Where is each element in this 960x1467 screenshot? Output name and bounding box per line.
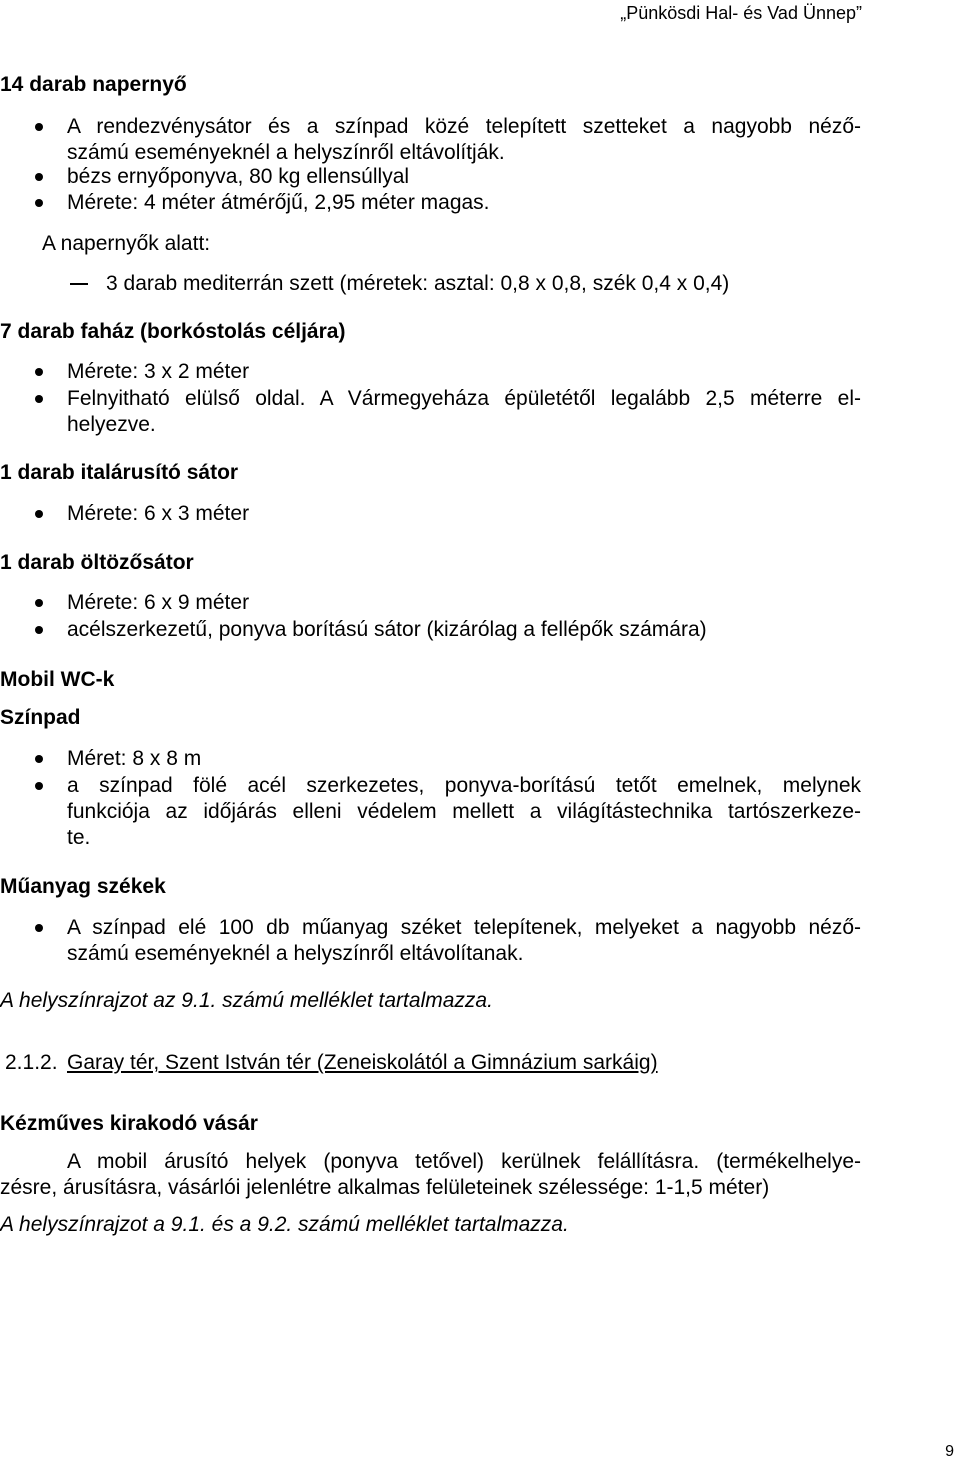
- attachment-note: A helyszínrajzot az 9.1. számú melléklet tartalmazza.: [0, 989, 493, 1012]
- bullet-dot: [35, 924, 43, 932]
- running-header: „Pünkösdi Hal- és Vad Ünnep”: [620, 3, 862, 23]
- bullet-text: számú eseményeknél a helyszínről eltávolítják.: [67, 141, 505, 164]
- paragraph-line: zésre, árusításra, vásárlói jelenlétre alkalmas felületeinek szélessége: 1-1,5 méter): [0, 1176, 770, 1199]
- page-number: 9: [945, 1443, 954, 1460]
- bullet-dot: [35, 123, 43, 131]
- section-heading-kezmuves: Kézműves kirakodó vásár: [0, 1112, 258, 1135]
- bullet-dot: [35, 755, 43, 763]
- bullet-dot: [35, 782, 43, 790]
- attachment-note: A helyszínrajzot a 9.1. és a 9.2. számú melléklet tartalmazza.: [0, 1213, 569, 1236]
- dash-marker: [70, 283, 88, 285]
- bullet-dot: [35, 173, 43, 181]
- bullet-text: Mérete: 6 x 9 méter: [67, 591, 250, 614]
- section-heading-muanyag: Műanyag székek: [0, 875, 166, 898]
- sub-item-text: 3 darab mediterrán szett (méretek: asztal: 0,8 x 0,8, szék 0,4 x 0,4): [106, 272, 730, 295]
- bullet-dot: [35, 626, 43, 634]
- bullet-dot: [35, 199, 43, 207]
- section-heading-szinpad: Színpad: [0, 706, 81, 729]
- bullet-text: funkciója az időjárás elleni védelem mellett a világítástechnika tartószerkeze-: [67, 800, 861, 823]
- sub-label: A napernyők alatt:: [42, 232, 211, 255]
- bullet-text: bézs ernyőponyva, 80 kg ellensúllyal: [67, 165, 410, 188]
- bullet-dot: [35, 395, 43, 403]
- bullet-dot: [35, 510, 43, 518]
- bullet-text: Mérete: 6 x 3 méter: [67, 502, 250, 525]
- bullet-dot: [35, 599, 43, 607]
- section-heading-napernyo: 14 darab napernyő: [0, 73, 187, 96]
- bullet-dot: [35, 368, 43, 376]
- section-heading-oltozo: 1 darab öltözősátor: [0, 551, 194, 574]
- section-heading-italarusito: 1 darab italárusító sátor: [0, 461, 239, 484]
- bullet-text: acélszerkezetű, ponyva borítású sátor (kizárólag a fellépők számára): [67, 618, 707, 641]
- section-heading-fahaz: 7 darab faház (borkóstolás céljára): [0, 320, 346, 343]
- bullet-text: számú eseményeknél a helyszínről eltávolítanak.: [67, 942, 524, 965]
- bullet-text: helyezve.: [67, 413, 156, 436]
- bullet-text: te.: [67, 826, 91, 849]
- bullet-text: A rendezvénysátor és a színpad közé telepített szetteket a nagyobb néző-: [67, 115, 861, 138]
- bullet-text: Méret: 8 x 8 m: [67, 747, 202, 770]
- bullet-text: a színpad fölé acél szerkezetes, ponyva-borítású tetőt emelnek, melynek: [67, 774, 861, 797]
- bullet-text: A színpad elé 100 db műanyag széket telepítenek, melyeket a nagyobb néző-: [67, 916, 861, 939]
- paragraph-line: A mobil árusító helyek (ponyva tetővel) kerülnek felállításra. (termékelhelye-: [67, 1150, 861, 1173]
- bullet-text: Mérete: 3 x 2 méter: [67, 360, 250, 383]
- subsection-title: Garay tér, Szent István tér (Zeneiskolától a Gimnázium sarkáig): [67, 1051, 658, 1074]
- bullet-text: Felnyitható elülső oldal. A Vármegyeháza épületétől legalább 2,5 méterre el-: [67, 387, 861, 410]
- subsection-number: 2.1.2.: [5, 1051, 58, 1074]
- bullet-text: Mérete: 4 méter átmérőjű, 2,95 méter magas.: [67, 191, 490, 214]
- section-heading-wc: Mobil WC-k: [0, 668, 115, 691]
